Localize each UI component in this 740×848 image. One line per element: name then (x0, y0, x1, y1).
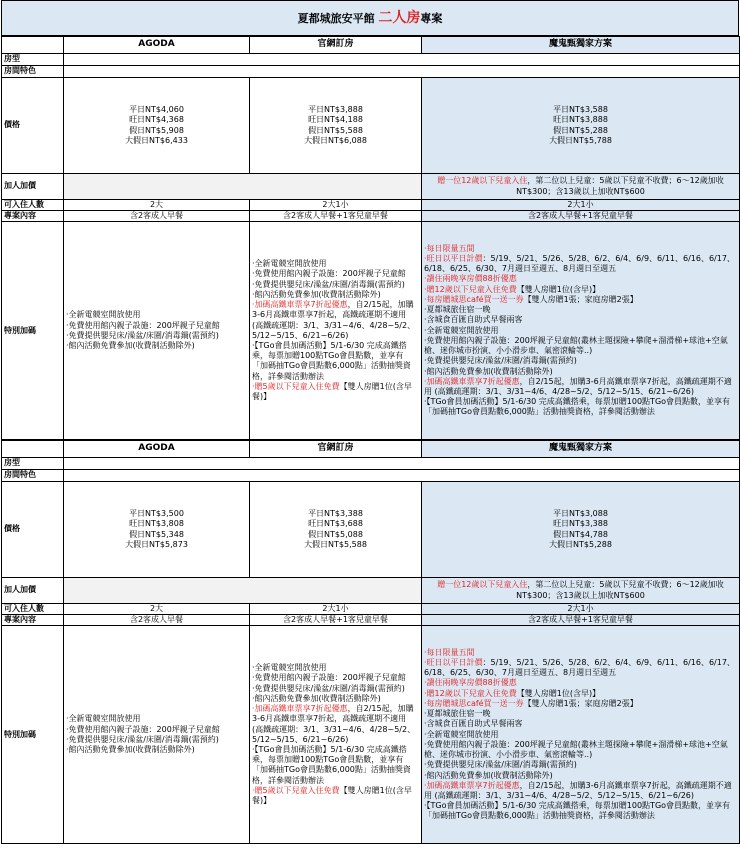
special-line: ‧含城食百匯自助式早餐兩客 (424, 719, 523, 729)
special-line: ‧免費提供嬰兒床/澡盆/床圍/消毒鍋(需預約) (252, 279, 405, 289)
special-line (424, 295, 737, 305)
special-line: ‧免費提供嬰兒床/澡盆/床圍/消毒鍋(需預約) (66, 734, 219, 744)
extra-bed-text: ，第二位以上兒童：5歲以下兒童不收費；6～12歲加收NT$300；含13歲以上加收NT$600 (516, 580, 724, 600)
price-line: 平日NT$3,588 (553, 105, 608, 115)
special-text: ，自2/15起，加購3-6月高鐵車票享7折起，高鐵疏運期不適用 (高鐵疏運期：3/1、3/31~4/6、4/28~5/2、5/12~5/15、6/21~6/26) (424, 780, 732, 801)
special-text: ：5/19、5/21、5/26、5/28、6/2、6/4、6/9、6/11、6/16、6/17、6/18、6/25、6/30、7月週日至週五、8月週日至週五 (424, 657, 735, 678)
price-line: 旺日NT$3,688 (308, 519, 363, 529)
special-line (424, 285, 737, 295)
exclusive-special-cell (422, 222, 740, 440)
agoda-special-cell (64, 626, 250, 844)
header-official: 官網訂房 (250, 37, 422, 54)
special-line: ‧【TGo會員加碼活動】5/1-6/30 完成高鐵搭乘，每票加贈100點TGo會員點數，並享有「加碼抽TGo會員點數6,000點」活動抽獎資格，詳參閱活動辦法 (252, 340, 411, 381)
agoda-special-cell (64, 222, 250, 440)
special-highlight: ‧旺日以平日計價 (424, 253, 483, 263)
price-line: 大假日NT$6,433 (125, 135, 188, 145)
price-line: 平日NT$3,088 (553, 509, 608, 519)
special-highlight: ‧每房贈城思café買一送一券 (424, 698, 524, 708)
special-line: ‧【TGo會員加碼活動】5/1-6/30 完成高鐵搭乘，每票加贈100點TGo會員點數，並享有「加碼抽TGo會員點數6,000點」活動抽獎資格，詳參閱活動辦法 (424, 801, 731, 821)
room-feature-cell (64, 66, 740, 78)
special-line: ‧讀住兩晚享房價88折優惠 (424, 274, 517, 284)
price-line: 假日NT$5,288 (553, 125, 608, 135)
extra-bed-exclusive (422, 578, 740, 604)
extra-bed-exclusive (422, 174, 740, 200)
title-highlight: 二人房 (378, 10, 421, 26)
comparison-table-2 (1, 440, 740, 844)
price-line: 平日NT$4,060 (129, 105, 184, 115)
special-line: ‧夏都城旅住宿一晚 (424, 709, 491, 719)
room-type-cell (64, 54, 740, 66)
special-highlight: ‧加碼高鐵車票享7折起優惠 (424, 780, 520, 790)
label-room-type: 房型 (2, 458, 64, 470)
special-line: ‧全新電競室開放使用 (424, 729, 499, 739)
extra-bed-highlight: 贈一位12歲以下兒童入住 (437, 580, 528, 590)
extra-bed-empty (64, 578, 422, 604)
special-line: ‧館內活動免費參加(收費制活動除外) (66, 340, 195, 350)
room-feature-cell (64, 470, 740, 482)
label-capacity: 可入住人數 (2, 200, 64, 211)
price-line: 假日NT$4,788 (553, 529, 608, 539)
header-agoda: AGODA (64, 37, 250, 54)
special-text: ，自2/15起，加購3-6月高鐵車票享7折起，高鐵疏運期不適用 (高鐵疏運期：3/1、3/31~4/6、4/28~5/2、5/12~5/15、6/21~6/26) (252, 704, 416, 744)
label-room-type: 房型 (2, 54, 64, 66)
label-special: 特別加碼 (2, 222, 64, 440)
special-line (252, 704, 419, 745)
breakfast-exclusive: 含2客成人早餐+1客兒童早餐 (422, 615, 740, 626)
price-line: 平日NT$3,888 (308, 105, 363, 115)
agoda-price-cell (64, 482, 250, 578)
special-line: ‧免費提供嬰兒床/澡盆/床圍/消毒鍋(需預約) (66, 330, 219, 340)
special-line (424, 377, 737, 397)
special-line: ‧館內活動免費參加(收費制活動除外) (252, 693, 381, 703)
special-line: ‧免費使用館內親子設施：200坪親子兒童館 (66, 320, 220, 330)
special-line: ‧夏都城旅住宿一晚 (424, 305, 491, 315)
special-highlight: ‧贈12歲以下兒童入住免費 (424, 688, 517, 698)
label-price: 價格 (2, 482, 64, 578)
special-line: ‧免費提供嬰兒床/澡盆/床圍/消毒鍋(需預約) (424, 760, 577, 770)
agoda-price-cell (64, 78, 250, 174)
special-text: ，自2/15起，加購3-6月高鐵車票享7折起，高鐵疏運期不適用 (高鐵疏運期：3/1、3/31~4/6、4/28~5/2、5/12~5/15、6/21~6/26) (424, 376, 732, 397)
breakfast-agoda: 含2客成人早餐 (64, 211, 250, 222)
header-official: 官網訂房 (250, 441, 422, 458)
official-price-cell (250, 78, 422, 174)
special-text: 【雙人房贈1位(含早餐)】 (252, 785, 412, 806)
breakfast-official: 含2客成人早餐+1客兒童早餐 (250, 211, 422, 222)
special-line: ‧免費使用館內親子設施：200坪親子兒童館 (252, 673, 406, 683)
capacity-official: 2大1小 (250, 200, 422, 211)
price-line: 假日NT$5,588 (308, 125, 363, 135)
breakfast-exclusive: 含2客成人早餐+1客兒童早餐 (422, 211, 740, 222)
special-text: 【雙人房贈1位(含早)】 (516, 688, 601, 698)
special-line: ‧全新電競室開放使用 (252, 663, 327, 673)
price-line: 旺日NT$3,808 (129, 519, 184, 529)
label-room-feature: 房間特色 (2, 470, 64, 482)
special-line (424, 254, 737, 274)
label-breakfast: 專案內容 (2, 211, 64, 222)
label-capacity: 可入住人數 (2, 604, 64, 615)
capacity-agoda: 2大 (64, 604, 250, 615)
special-text: 【雙人房贈1位(含早餐)】 (252, 381, 412, 402)
label-special: 特別加碼 (2, 626, 64, 844)
promo-sheet (1, 0, 739, 844)
special-text: 【雙人房贈1張；家庭房贈2張】 (523, 698, 638, 708)
label-price: 價格 (2, 78, 64, 174)
special-line: ‧館內活動免費參加(收費制活動除外) (424, 366, 553, 376)
special-highlight: ‧旺日以平日計價 (424, 657, 483, 667)
special-line: ‧免費使用館內親子設施：200坪親子兒童館(叢林主題探險+攀爬+溜滑梯+球池+空氣槍、迷你城市扮演、小小滑步車、氣密滾輪等..) (424, 335, 728, 356)
price-line: 假日NT$5,088 (308, 529, 363, 539)
official-special-cell (250, 626, 422, 844)
special-highlight: ‧贈5歲以下兒童入住免費 (252, 785, 340, 795)
special-line (252, 786, 419, 806)
header-agoda: AGODA (64, 441, 250, 458)
special-line: ‧免費提供嬰兒床/澡盆/床圍/消毒鍋(需預約) (424, 356, 577, 366)
page-title (1, 0, 739, 36)
exclusive-price-cell (422, 482, 740, 578)
special-line: ‧免費提供嬰兒床/澡盆/床圍/消毒鍋(需預約) (252, 683, 405, 693)
special-highlight: ‧贈12歲以下兒童入住免費 (424, 284, 517, 294)
special-line (424, 658, 737, 678)
special-line: ‧全新電競室開放使用 (252, 259, 327, 269)
title-suffix: 專案 (420, 12, 443, 25)
special-highlight: ‧每房贈城思café買一送一券 (424, 294, 524, 304)
price-line: 假日NT$5,348 (129, 529, 184, 539)
special-line: ‧每日限量五間 (424, 647, 475, 657)
label-room-feature: 房間特色 (2, 66, 64, 78)
breakfast-official: 含2客成人早餐+1客兒童早餐 (250, 615, 422, 626)
special-line (252, 382, 419, 402)
special-highlight: ‧加碼高鐵車票享7折起優惠 (424, 376, 520, 386)
special-text: ：5/19、5/21、5/26、5/28、6/2、6/4、6/9、6/11、6/16、6/17、6/18、6/25、6/30、7月週日至週五、8月週日至週五 (424, 253, 735, 274)
special-line: ‧讀住兩晚享房價88折優惠 (424, 678, 517, 688)
special-line: ‧免費使用館內親子設施：200坪親子兒童館(叢林主題探險+攀爬+溜滑梯+球池+空氣槍、迷你城市扮演、小小滑步車、氣密滾輪等..) (424, 739, 728, 760)
extra-bed-empty (64, 174, 422, 200)
special-line (424, 699, 737, 709)
exclusive-price-cell (422, 78, 740, 174)
special-line: ‧館內活動免費參加(收費制活動除外) (252, 289, 381, 299)
special-line: ‧免費使用館內親子設施：200坪親子兒童館 (252, 269, 406, 279)
exclusive-special-cell (422, 626, 740, 844)
special-highlight: ‧加碼高鐵車票享7折起優惠 (252, 300, 348, 310)
extra-bed-text: ，第二位以上兒童：5歲以下兒童不收費；6～12歲加收NT$300；含13歲以上加收NT$600 (516, 176, 724, 196)
capacity-agoda: 2大 (64, 200, 250, 211)
special-line: ‧館內活動免費參加(收費制活動除外) (424, 770, 553, 780)
special-line: ‧館內活動免費參加(收費制活動除外) (66, 744, 195, 754)
price-line: 大假日NT$5,788 (549, 135, 612, 145)
comparison-table-1 (1, 36, 740, 440)
label-extra-bed: 加人加價 (2, 578, 64, 604)
capacity-exclusive: 2大1小 (422, 604, 740, 615)
special-line (424, 689, 737, 699)
special-text: 【雙人房贈1位(含早)】 (516, 284, 601, 294)
special-line (252, 300, 419, 341)
official-special-cell (250, 222, 422, 440)
header-exclusive: 魔鬼甄獨家方案 (422, 37, 740, 54)
extra-bed-highlight: 贈一位12歲以下兒童入住 (437, 176, 528, 186)
title-prefix: 夏都城旅安平館 (297, 12, 375, 25)
price-line: 旺日NT$3,888 (553, 115, 608, 125)
price-line: 大假日NT$5,873 (125, 539, 188, 549)
price-line: 假日NT$5,908 (129, 125, 184, 135)
special-line: ‧含城食百匯自助式早餐兩客 (424, 315, 523, 325)
special-line (424, 781, 737, 801)
price-line: 旺日NT$4,188 (308, 115, 363, 125)
corner-cell (2, 441, 64, 458)
label-extra-bed: 加人加價 (2, 174, 64, 200)
label-breakfast: 專案內容 (2, 615, 64, 626)
price-line: 平日NT$3,388 (308, 509, 363, 519)
breakfast-agoda: 含2客成人早餐 (64, 615, 250, 626)
special-line: ‧【TGo會員加碼活動】5/1-6/30 完成高鐵搭乘，每票加贈100點TGo會員點數，並享有「加碼抽TGo會員點數6,000點」活動抽獎資格，詳參閱活動辦法 (424, 397, 731, 417)
special-text: ，自2/15起，加購3-6月高鐵車票享7折起，高鐵疏運期不適用 (高鐵疏運期：3/1、3/31~4/6、4/28~5/2、5/12~5/15、6/21~6/26) (252, 300, 416, 340)
official-price-cell (250, 482, 422, 578)
special-line: ‧全新電競室開放使用 (66, 310, 141, 320)
special-line: ‧全新電競室開放使用 (424, 325, 499, 335)
header-exclusive: 魔鬼甄獨家方案 (422, 441, 740, 458)
special-highlight: ‧贈5歲以下兒童入住免費 (252, 381, 340, 391)
price-line: 旺日NT$3,388 (553, 519, 608, 529)
special-text: 【雙人房贈1張；家庭房贈2張】 (523, 294, 638, 304)
special-line: ‧全新電競室開放使用 (66, 714, 141, 724)
capacity-exclusive: 2大1小 (422, 200, 740, 211)
price-line: 平日NT$3,500 (129, 509, 184, 519)
special-highlight: ‧加碼高鐵車票享7折起優惠 (252, 704, 348, 714)
price-line: 大假日NT$6,088 (304, 135, 367, 145)
price-line: 大假日NT$5,288 (549, 539, 612, 549)
special-line: ‧每日限量五間 (424, 243, 475, 253)
price-line: 大假日NT$5,588 (304, 539, 367, 549)
corner-cell (2, 37, 64, 54)
room-type-cell (64, 458, 740, 470)
special-line: ‧免費使用館內親子設施：200坪親子兒童館 (66, 724, 220, 734)
capacity-official: 2大1小 (250, 604, 422, 615)
price-line: 旺日NT$4,368 (129, 115, 184, 125)
special-line: ‧【TGo會員加碼活動】5/1-6/30 完成高鐵搭乘，每票加贈100點TGo會員點數，並享有「加碼抽TGo會員點數6,000點」活動抽獎資格，詳參閱活動辦法 (252, 744, 411, 785)
